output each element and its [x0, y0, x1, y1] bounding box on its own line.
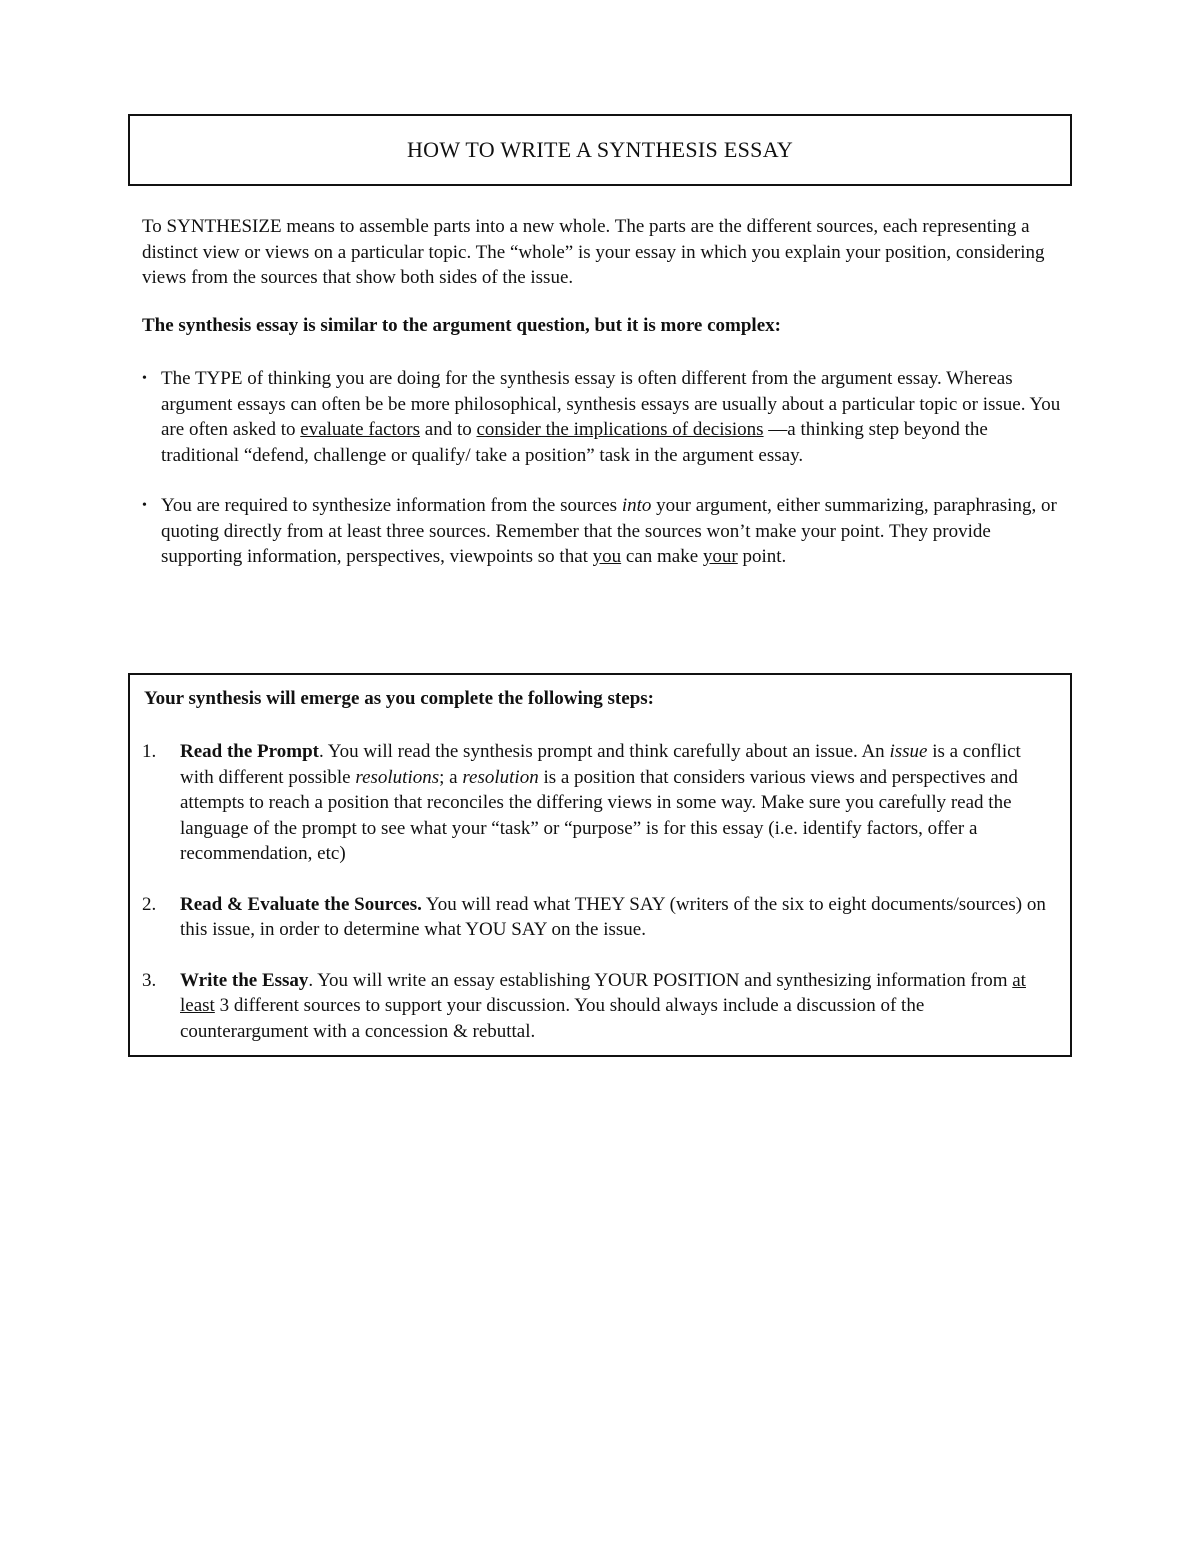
underlined-text: at least	[180, 969, 1026, 1016]
bullet-text: —a thinking step beyond the traditional “defend, challenge or qualify/ take a position” task in the argument essay.	[161, 419, 988, 466]
italic-text: resolutions	[355, 766, 440, 788]
intro-paragraph: To SYNTHESIZE means to assemble parts into a new whole. The parts are the different sources, each representing a distinct view or views on a particular topic. The “whole” is your essay in which you explain your position, considering views from the sources that show both sides of the issue.	[142, 216, 1045, 288]
step-text: is a position that considers various views and perspectives and attempts to reach a position that reconciles the differing views in some way. Make sure you carefully read the language of the prompt to see what your “task” or “purpose” is for this essay (i.e. identify factors, offer a recommendation, etc)	[180, 766, 1018, 864]
bullet-text: The TYPE of thinking you are doing for the synthesis essay is often different from the argument essay. Whereas argument essays can often be be more philosophical, synthesis essays are usually about a particular topic or issue. You are often asked to	[161, 368, 1061, 440]
step-number: 3.	[142, 969, 157, 991]
step-text: is a conflict with different possible	[180, 741, 1021, 788]
step-title: Write the Essay	[180, 969, 309, 991]
page-title: HOW TO WRITE A SYNTHESIS ESSAY	[406, 137, 794, 162]
underlined-text: you	[592, 546, 622, 567]
bullet-icon: •	[142, 371, 147, 386]
title-box	[128, 114, 1072, 186]
underlined-text: consider the implications of decisions	[476, 419, 764, 440]
step-text: . You will read the synthesis prompt and think carefully about an issue. An	[318, 741, 890, 762]
bullet-text: point.	[737, 546, 787, 567]
step-text: . You will write an essay establishing YOUR POSITION and synthesizing information from	[308, 969, 1013, 991]
bullet-text: and to	[420, 419, 477, 440]
section-subheading: The synthesis essay is similar to the argument question, but it is more complex:	[142, 315, 781, 336]
step-number: 2.	[142, 893, 157, 915]
italic-text: resolution	[462, 766, 539, 788]
steps-heading: Your synthesis will emerge as you complete the following steps:	[144, 688, 654, 709]
step-write-essay	[142, 968, 1057, 1045]
bullet-text: You are required to synthesize information from the sources	[161, 495, 622, 516]
step-title: Read & Evaluate the Sources.	[180, 893, 422, 915]
bullet-item-synthesize-information	[142, 493, 1067, 570]
italic-text: issue	[889, 741, 928, 762]
step-text: You will read what THEY SAY (writers of the six to eight documents/sources) on this issue, in order to determine what YOU SAY on the issue.	[180, 893, 1046, 940]
step-number: 1.	[142, 741, 157, 762]
steps-list	[142, 739, 1057, 1069]
underlined-text: evaluate factors	[300, 419, 421, 440]
underlined-text: your	[702, 546, 738, 567]
step-title: Read the Prompt	[180, 741, 319, 762]
step-read-prompt	[142, 739, 1057, 867]
bullet-list	[142, 366, 1067, 595]
italic-text: into	[621, 495, 652, 516]
step-read-evaluate-sources	[142, 892, 1057, 943]
bullet-item-type-of-thinking	[142, 366, 1067, 468]
bullet-icon: •	[142, 498, 147, 513]
step-text: 3 different sources to support your discussion. You should always include a discussion of the counterargument with a concession & rebuttal.	[180, 995, 925, 1042]
step-text: ; a	[439, 766, 463, 788]
steps-box	[128, 673, 1072, 1057]
bullet-text: can make	[621, 546, 703, 567]
bullet-text: your argument, either summarizing, paraphrasing, or quoting directly from at least three sources. Remember that the sources won’t make your point. They provide supporting information, perspectives, viewpoints so that	[161, 495, 1057, 567]
